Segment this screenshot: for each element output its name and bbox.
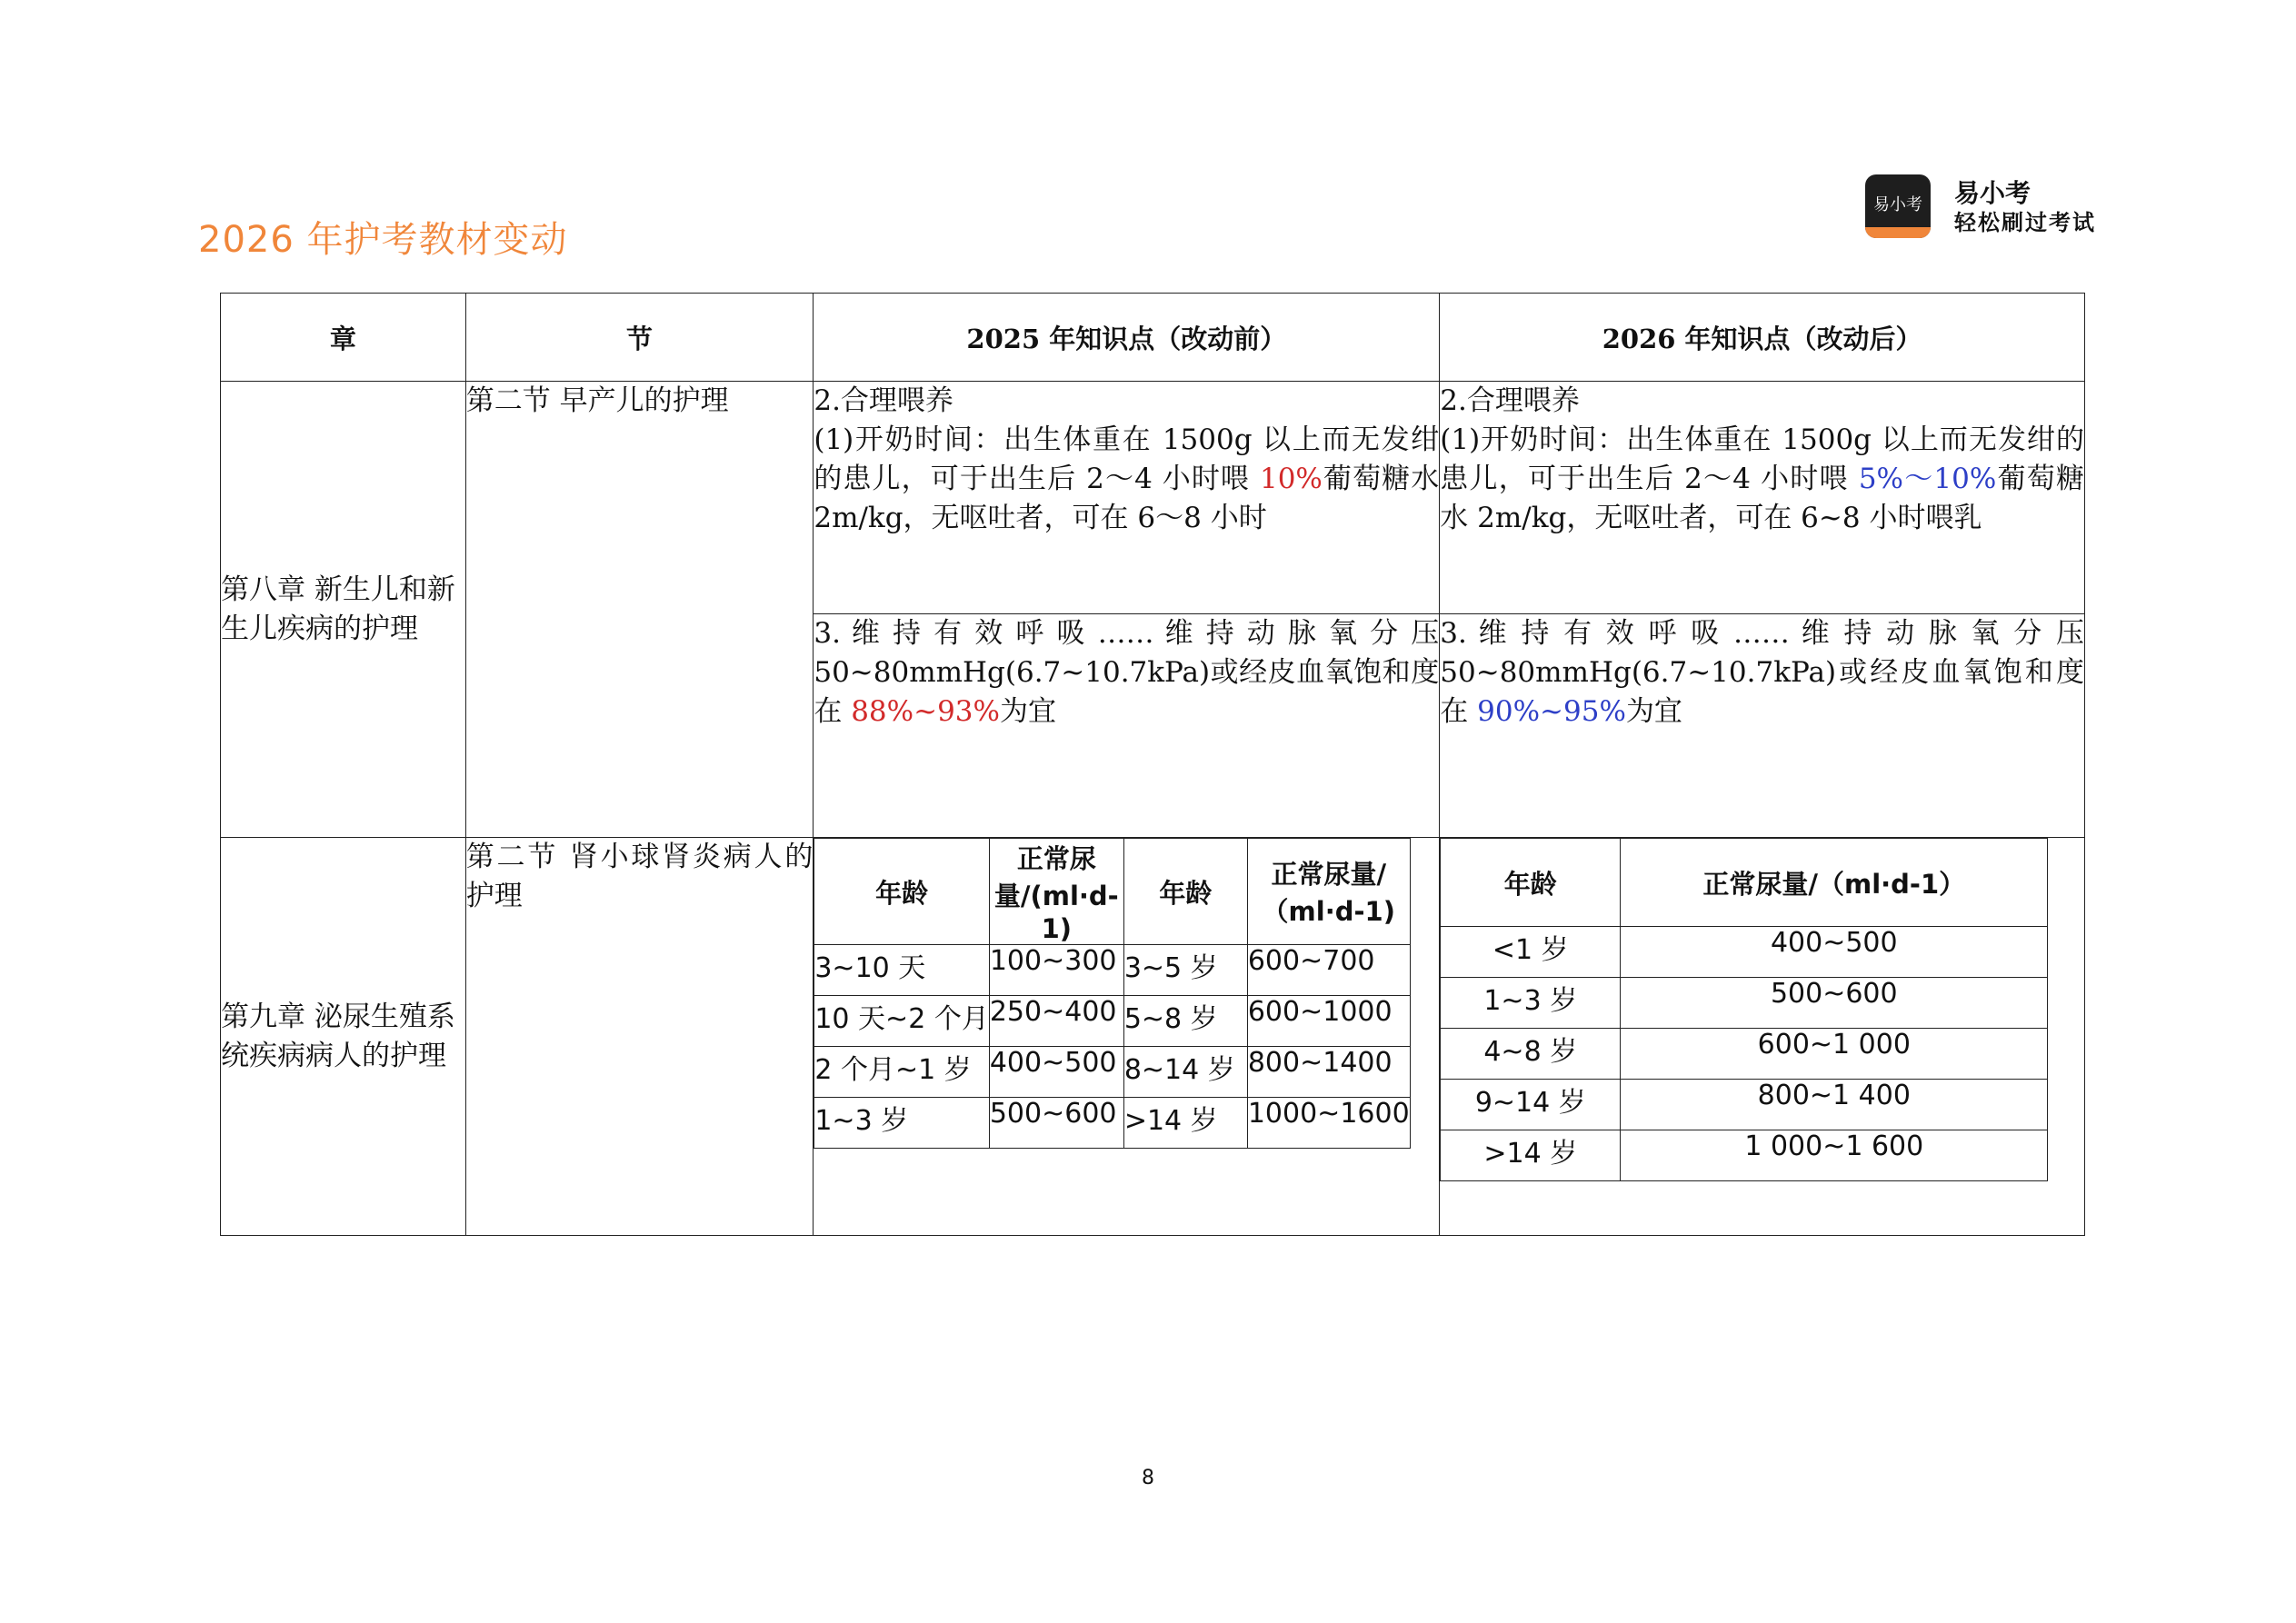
logo-name: 易小考	[1954, 177, 2031, 208]
urine-header: 正常尿量/（ml·d-1）	[1621, 839, 2048, 927]
urine-cell: 9~14 岁	[1441, 1080, 1621, 1130]
chapter-cell: 第九章 泌尿生殖系统疾病病人的护理	[221, 838, 466, 1236]
after-text: (1)开奶时间：出生体重在 1500g 以上而无发绀的患儿，可于出生后 2～4 小时喂 5%～10%葡萄糖水 2m/kg，无呕吐者，可在 6~8 小时喂乳	[1440, 423, 2085, 534]
changes-table	[220, 293, 2085, 1236]
before-highlight: 10%	[1259, 463, 1323, 495]
urine-header: 正常尿量/(ml·d-1)	[989, 839, 1123, 945]
urine-cell: 3~5 岁	[1123, 945, 1247, 996]
before-cell	[814, 838, 1440, 1236]
urine-cell: 600~1 000	[1621, 1029, 2048, 1080]
urine-cell: 800~1 400	[1621, 1080, 2048, 1130]
urine-row	[1441, 1029, 2048, 1080]
after-highlight: 5%～10%	[1858, 463, 1997, 495]
before-cell	[814, 382, 1440, 614]
table-header-row	[221, 294, 2085, 382]
urine-cell: 100~300	[989, 945, 1123, 996]
urine-header: 正常尿量/（ml·d-1)	[1247, 839, 1410, 945]
before-text: (1)开奶时间：出生体重在 1500g 以上而无发绀的患儿，可于出生后 2～4 小时喂 10%葡萄糖水 2m/kg，无呕吐者，可在 6～8 小时	[814, 423, 1440, 534]
logo-icon-text: 易小考	[1873, 195, 1922, 214]
after-cell	[1440, 838, 2085, 1236]
section-cell: 第二节 早产儿的护理	[465, 382, 814, 838]
urine-cell: 4~8 岁	[1441, 1029, 1621, 1080]
header-before: 2025 年知识点（改动前）	[814, 294, 1440, 382]
before-text: 3. 维 持 有 效 呼 吸 …… 维 持 动 脉 氧 分 压 50~80mmHg(6.7~10.7kPa)或经皮血氧饱和度在 88%~93%为宜	[814, 617, 1440, 728]
table-row	[221, 382, 2085, 614]
page-title: 2026 年护考教材变动	[198, 219, 568, 261]
after-cell	[1440, 614, 2085, 838]
chapter-cell: 第八章 新生儿和新生儿疾病的护理	[221, 382, 466, 838]
before-cell	[814, 614, 1440, 838]
urine-cell: 500~600	[989, 1098, 1123, 1149]
urine-cell: >14 岁	[1441, 1130, 1621, 1181]
urine-row	[814, 996, 1410, 1047]
header-chapter: 章	[221, 294, 466, 382]
urine-cell: 800~1400	[1247, 1047, 1410, 1098]
urine-cell: 5~8 岁	[1123, 996, 1247, 1047]
header-after: 2026 年知识点（改动后）	[1440, 294, 2085, 382]
urine-row	[1441, 1130, 2048, 1181]
urine-cell: 600~700	[1247, 945, 1410, 996]
urine-table-before	[814, 838, 1410, 1149]
brand-logo	[1865, 174, 2096, 238]
urine-cell: 1 000~1 600	[1621, 1130, 2048, 1181]
urine-header: 年龄	[1123, 839, 1247, 945]
urine-cell: 1000~1600	[1247, 1098, 1410, 1149]
urine-header: 年龄	[814, 839, 989, 945]
urine-cell: >14 岁	[1123, 1098, 1247, 1149]
urine-row	[1441, 927, 2048, 978]
urine-row	[814, 945, 1410, 996]
urine-cell: 2 个月~1 岁	[814, 1047, 989, 1098]
urine-cell: 3~10 天	[814, 945, 989, 996]
urine-header: 年龄	[1441, 839, 1621, 927]
logo-slogan: 轻松刷过考试	[1954, 209, 2096, 235]
urine-row	[1441, 1080, 2048, 1130]
urine-row	[814, 1047, 1410, 1098]
page-number: 8	[1142, 1467, 1154, 1489]
urine-cell: 10 天~2 个月	[814, 996, 989, 1047]
urine-row	[814, 1098, 1410, 1149]
section-cell: 第二节 肾小球肾炎病人的护理	[465, 838, 814, 1236]
after-highlight: 90%~95%	[1477, 695, 1626, 728]
before-highlight: 88%~93%	[851, 695, 1000, 728]
after-heading: 2.合理喂养	[1440, 384, 1580, 417]
after-cell	[1440, 382, 2085, 614]
urine-cell: 400~500	[989, 1047, 1123, 1098]
urine-row	[1441, 978, 2048, 1029]
header-section: 节	[465, 294, 814, 382]
urine-cell: 250~400	[989, 996, 1123, 1047]
urine-cell: 1~3 岁	[1441, 978, 1621, 1029]
table-row	[221, 838, 2085, 1236]
after-text: 3. 维 持 有 效 呼 吸 …… 维 持 动 脉 氧 分 压 50~80mmHg(6.7~10.7kPa)或经皮血氧饱和度在 90%~95%为宜	[1440, 617, 2084, 728]
logo-icon	[1865, 174, 1931, 238]
urine-cell: 8~14 岁	[1123, 1047, 1247, 1098]
urine-cell: 1~3 岁	[814, 1098, 989, 1149]
urine-cell: 400~500	[1621, 927, 2048, 978]
urine-table-after	[1440, 838, 2048, 1181]
urine-cell: 600~1000	[1247, 996, 1410, 1047]
urine-cell: <1 岁	[1441, 927, 1621, 978]
before-heading: 2.合理喂养	[814, 384, 953, 417]
urine-cell: 500~600	[1621, 978, 2048, 1029]
